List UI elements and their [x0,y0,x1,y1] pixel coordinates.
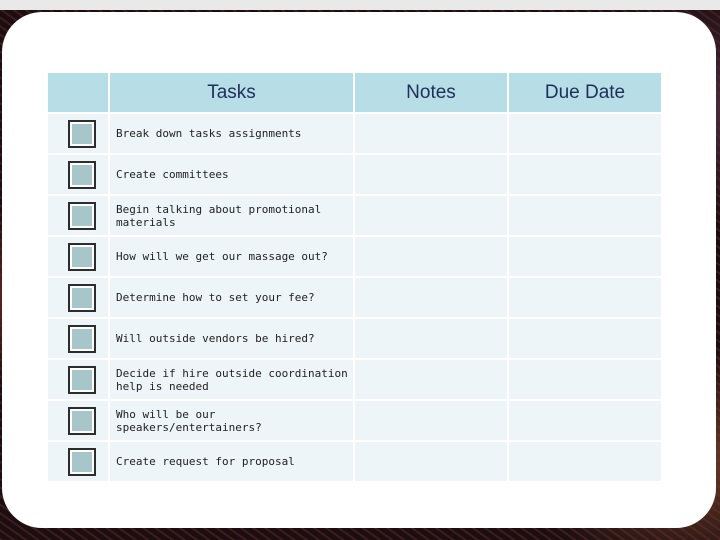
notes-cell[interactable] [355,442,507,481]
checkbox-cell [48,442,108,481]
task-cell [110,278,353,317]
task-text: Create request for proposal [116,455,295,468]
task-text: Who will be our speakers/entertainers? [116,407,262,434]
header-tasks-label: Tasks [207,81,256,103]
checkbox-cell [48,360,108,399]
task-text: Break down tasks assignments [116,127,302,140]
task-text: Begin talking about promotional materials [116,202,322,229]
due-date-cell[interactable] [509,114,661,153]
notes-cell[interactable] [355,319,507,358]
task-text: How will we get our massage out? [116,250,328,263]
task-cell [110,196,353,235]
task-text: Create committees [116,168,229,181]
task-cell [110,114,353,153]
notes-cell[interactable] [355,196,507,235]
task-cell [110,155,353,194]
checkbox-cell [48,319,108,358]
due-date-cell[interactable] [509,442,661,481]
header-due-date [509,73,661,112]
task-text: Will outside vendors be hired? [116,332,315,345]
notes-cell[interactable] [355,401,507,440]
notes-cell[interactable] [355,278,507,317]
task-cell [110,442,353,481]
task-checkbox[interactable] [70,163,94,187]
notes-cell[interactable] [355,155,507,194]
task-checkbox[interactable] [70,368,94,392]
checkbox-cell [48,237,108,276]
due-date-cell[interactable] [509,401,661,440]
task-checkbox[interactable] [70,204,94,228]
due-date-cell[interactable] [509,319,661,358]
task-cell [110,401,353,440]
checkbox-cell [48,155,108,194]
notes-cell[interactable] [355,114,507,153]
task-checkbox[interactable] [70,409,94,433]
notes-cell[interactable] [355,237,507,276]
task-cell [110,237,353,276]
due-date-cell[interactable] [509,155,661,194]
task-table [48,73,661,481]
checkbox-cell [48,114,108,153]
task-checkbox[interactable] [70,286,94,310]
task-checkbox[interactable] [70,450,94,474]
header-due-date-label: Due Date [544,81,626,103]
due-date-cell[interactable] [509,196,661,235]
due-date-cell[interactable] [509,237,661,276]
task-cell [110,360,353,399]
header-notes-label: Notes [406,81,456,103]
checkbox-cell [48,401,108,440]
notes-cell[interactable] [355,360,507,399]
checkbox-cell [48,278,108,317]
header-checkbox-column [48,73,108,112]
due-date-cell[interactable] [509,278,661,317]
header-notes [355,73,507,112]
top-strip [0,0,720,10]
task-text: Decide if hire outside coordination help is needed [116,366,348,393]
task-checkbox[interactable] [70,327,94,351]
checkbox-cell [48,196,108,235]
task-text: Determine how to set your fee? [116,291,315,304]
task-cell [110,319,353,358]
header-tasks [110,73,353,112]
task-checkbox[interactable] [70,122,94,146]
due-date-cell[interactable] [509,360,661,399]
task-checkbox[interactable] [70,245,94,269]
